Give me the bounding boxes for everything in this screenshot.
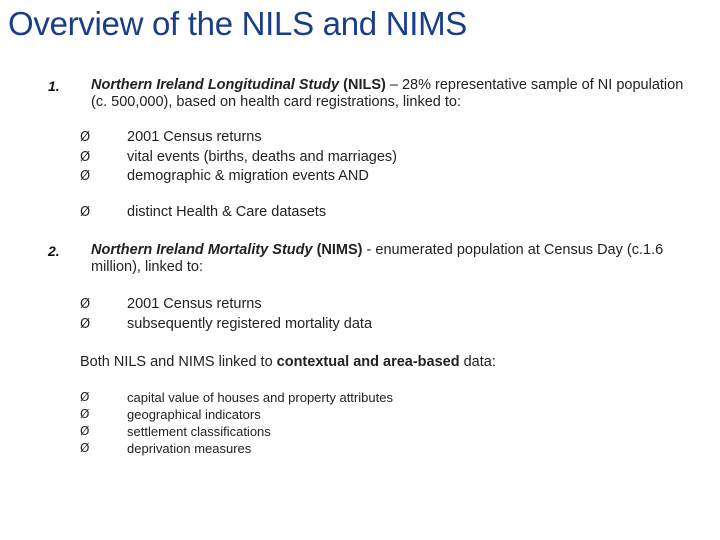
item-1-number: 1. [48, 78, 60, 94]
item-1-bullet-3 [80, 167, 369, 187]
item-1-study-name: Northern Ireland Longitudinal Study [91, 77, 340, 93]
bullet-text: distinct Health & Care datasets [127, 204, 327, 220]
bullet-text: settlement classifications [127, 424, 271, 439]
bullet-text: subsequently registered mortality data [127, 315, 373, 332]
both-prefix: Both NILS and NIMS linked to [80, 354, 277, 370]
arrow-bullet-icon: Ø [80, 441, 90, 455]
both-emphasis: contextual and area-based [276, 354, 460, 370]
item-1-bullet-4 [80, 203, 326, 223]
item-1-bullet-2 [80, 148, 397, 168]
arrow-bullet-icon: Ø [80, 130, 91, 145]
both-bullet-2 [80, 406, 261, 423]
arrow-bullet-icon: Ø [80, 424, 90, 438]
bullet-text: demographic & migration events AND [127, 168, 369, 184]
both-linked-paragraph [80, 354, 680, 371]
arrow-bullet-icon: Ø [80, 169, 91, 184]
item-1-acronym: (NILS) [343, 77, 386, 93]
both-suffix: data: [459, 354, 496, 370]
bullet-text: deprivation measures [127, 441, 252, 456]
both-bullet-3 [80, 423, 271, 440]
item-2-study-name: Northern Ireland Mortality Study [91, 242, 313, 258]
both-bullet-4 [80, 440, 251, 457]
item-2-acronym: (NIMS) [316, 242, 363, 258]
item-2-paragraph [91, 242, 671, 276]
arrow-bullet-icon: Ø [80, 205, 91, 220]
arrow-bullet-icon: Ø [80, 149, 91, 165]
bullet-text: geographical indicators [127, 407, 261, 422]
item-1-paragraph [91, 77, 691, 111]
bullet-text: 2001 Census returns [127, 296, 262, 312]
arrow-bullet-icon: Ø [80, 316, 91, 332]
both-bullet-1 [80, 389, 393, 406]
item-2-number: 2. [48, 243, 60, 259]
item-2-bullet-1 [80, 295, 262, 315]
bullet-text: vital events (births, deaths and marriages) [127, 148, 397, 165]
bullet-text: capital value of houses and property attributes [127, 390, 393, 405]
arrow-bullet-icon: Ø [80, 297, 91, 312]
item-1-bullet-1 [80, 128, 262, 148]
page-title: Overview of the NILS and NIMS [8, 5, 467, 42]
item-2-bullet-2 [80, 315, 372, 335]
arrow-bullet-icon: Ø [80, 390, 90, 404]
item-1-description: – 28% representative sample of NI population (c. 500,000), based on health card registrations, linked to: [91, 77, 684, 110]
arrow-bullet-icon: Ø [80, 407, 90, 421]
item-2-description: - enumerated population at Census Day (c.1.6 million), linked to: [91, 242, 664, 275]
bullet-text: 2001 Census returns [127, 129, 262, 145]
